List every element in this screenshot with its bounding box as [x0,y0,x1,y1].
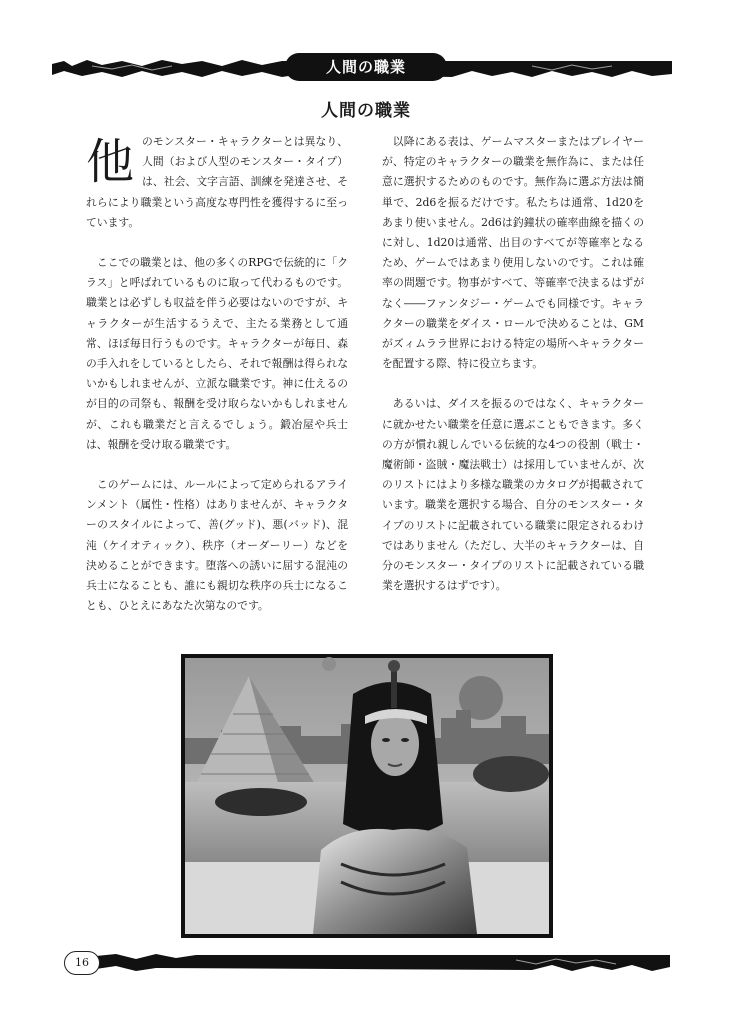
paragraph-tables: 以降にある表は、ゲームマスターまたはプレイヤーが、特定のキャラクターの職業を無作為に、または任意に選択するためのものです。無作為に選ぶ方法は簡単で、2d6を振るだけです。私たちは通常、1d20をあまり使いません。2d6は釣鐘状の確率曲線を描くのに対し、1d20は通常、出目のすべてが等確率となるため、ゲームではあまり使用しないのです。これは確率の問題です。物事がすべて、等確率で決まるはずがなく――ファンタジー・ゲームでも同様です。キャラクターの職業をダイス・ロールで決めることは、GMがズィムララ世界における特定の場所へキャラクターを配置する際、特に役立ちます。 [382,135,644,371]
illustration-egyptian-warrior [181,654,553,938]
left-column [86,132,348,636]
paragraph-alignment: このゲームには、ルールによって定められるアラインメント（属性・性格）はありませんが、キャラクターのスタイルによって、善(グッド)、悪(バッド)、混沌（ケイオティック）、秩序（オーダーリー）などを決めることができます。堕落への誘いに屈する混沌の兵士になることも、誰にも親切な秩序の兵士になることも、ひとえにあなた次第なのです。 [86,478,348,613]
paragraph-intro [86,132,348,233]
paragraph-intro-text: のモンスター・キャラクターとは異なり、人間（および人型のモンスター・タイプ）は、社会、文字言語、訓練を発達させ、それらにより職業という高度な専門性を獲得するに至っています。 [86,135,348,229]
footer-brush-band [96,952,670,972]
dropcap: 他 [86,134,135,190]
moon-small-icon [322,657,336,671]
armor-icon [313,829,477,934]
right-column [382,132,644,616]
paragraph-occupation: ここでの職業とは、他の多くのRPGで伝統的に「クラス」と呼ばれているものに取って代わるものです。職業とは必ずしも収益を伴う必要はないのですが、キャラクターが生活するうえで、主たる業務として通常、ほぼ毎日行うものです。キャラクターが毎日、森の手入れをしているとしたら、それで報酬は得られないかもしれませんが、立派な職業です。神に仕えるのが目的の司祭も、報酬を受け取らないかもしれませんが、これも職業だと言えるでしょう。鍛冶屋や兵士は、報酬を受け取る職業です。 [86,256,348,451]
header-banner-title: 人間の職業 [285,53,447,81]
page-title: 人間の職業 [321,101,411,121]
page-number: 16 [64,951,100,975]
paragraph-choice: あるいは、ダイスを振るのではなく、キャラクターに就かせたい職業を任意に選ぶこともできます。多くの方が慣れ親しんでいる伝統的な4つの役割（戦士・魔術師・盗賊・魔法戦士）は採用していませんが、次のリストにはより多様な職業のカタログが掲載されています。職業を選択する場合、自分のモンスター・タイプのリストに記載されている職業に限定されるわけではありません（ただし、大半のキャラクターは、自分のモンスター・タイプのリストに記載されている職業を選択するはずです）。 [382,397,644,593]
